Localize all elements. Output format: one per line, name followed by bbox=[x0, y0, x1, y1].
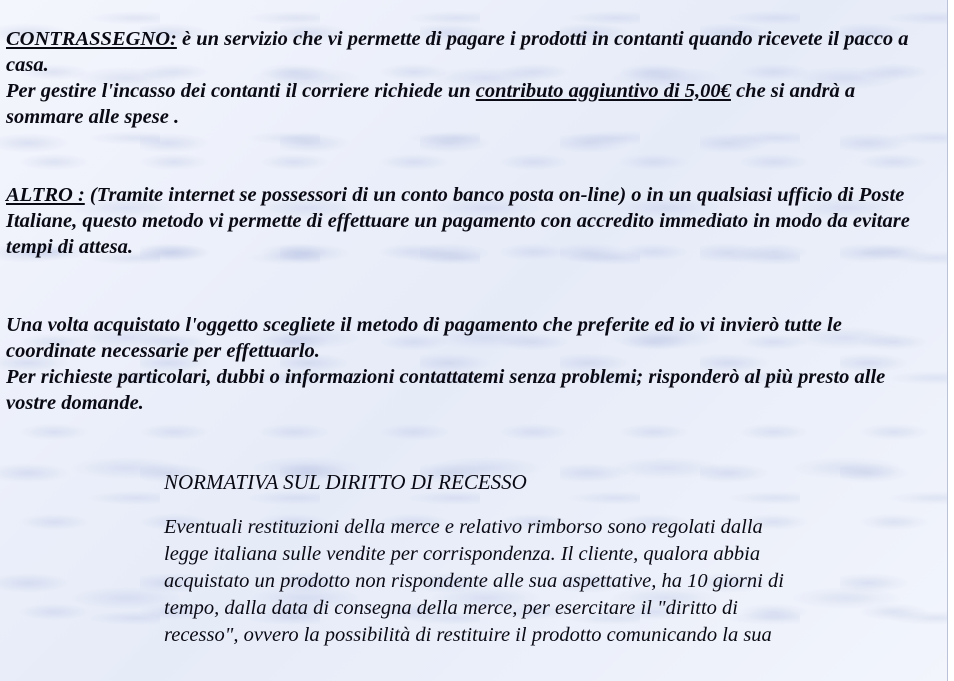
contrassegno-fee-text: Per gestire l'incasso dei contanti il corriere richiede un bbox=[6, 80, 476, 102]
closing-paragraph bbox=[6, 312, 936, 416]
closing-line-1: Una volta acquistato l'oggetto scegliete il metodo di pagamento che preferite ed io vi invierò tutte le coordinate necessarie per effettuarlo. bbox=[6, 314, 842, 362]
contrassegno-fee-highlight: contributo aggiuntivo di 5,00€ bbox=[475, 80, 731, 102]
contrassegno-label: CONTRASSEGNO: bbox=[6, 28, 177, 50]
altro-text: (Tramite internet se possessori di un conto banco posta on-line) o in un qualsiasi ufficio di Poste Italiane, questo metodo vi permette di effettuare un pagamento con accredito immediato in modo da evitare tempi di attesa. bbox=[6, 184, 910, 258]
altro-paragraph bbox=[6, 182, 936, 260]
normativa-title: NORMATIVA SUL DIRITTO DI RECESSO bbox=[164, 470, 527, 494]
page-right-edge bbox=[947, 0, 954, 681]
altro-label: ALTRO : bbox=[6, 184, 85, 206]
contrassegno-text: è un servizio che vi permette di pagare i prodotti in contanti quando ricevete il pacco a casa. bbox=[6, 28, 909, 76]
closing-line-2: Per richieste particolari, dubbi o informazioni contattatemi senza problemi; risponderò al più presto alle vostre domande. bbox=[6, 366, 886, 414]
contrassegno-fee-tail: che si andrà a sommare alle spese . bbox=[6, 80, 856, 128]
contrassegno-paragraph bbox=[6, 26, 936, 130]
normativa-body: Eventuali restituzioni della merce e relativo rimborso sono regolati dalla legge italiana sulle vendite per corrispondenza. Il cliente, qualora abbia acquistato un prodotto non rispondente alle sua aspettative, ha 10 giorni di tempo, dalla data di consegna della merce, per esercitare il "diritto di recesso", ovvero la possibilità di restituire il prodotto comunicando la sua bbox=[164, 516, 784, 646]
